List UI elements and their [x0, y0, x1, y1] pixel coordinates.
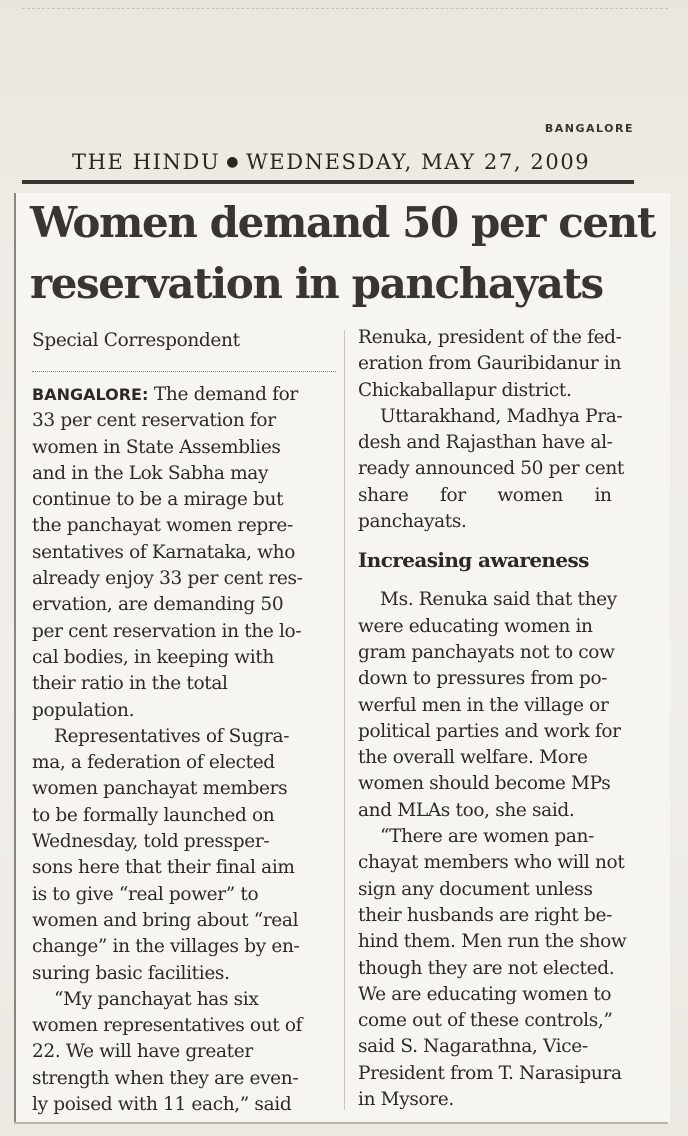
- article-line: continue to be a mirage but: [32, 489, 284, 511]
- article-line: their ratio in the total: [32, 673, 228, 695]
- article-line: ly poised with 11 each,” said: [32, 1094, 292, 1116]
- article-line: Uttarakhand, Madhya Pra-: [380, 405, 623, 427]
- article-line: and MLAs too, she said.: [358, 799, 575, 821]
- article-line: change” in the villages by en-: [32, 936, 300, 958]
- article-line: to be formally launched on: [32, 804, 275, 826]
- article-line: gram panchayats not to cow: [358, 641, 615, 663]
- article-line: in Mysore.: [358, 1089, 454, 1111]
- article-line: sign any document unless: [358, 878, 593, 900]
- article-line: were educating women in: [358, 615, 593, 637]
- article-line: President from T. Narasipura: [358, 1062, 622, 1084]
- article-line: the overall welfare. More: [358, 747, 588, 769]
- clip-bottom-edge: [14, 1122, 668, 1124]
- article-line: suring basic facilities.: [32, 962, 230, 984]
- article-line: hind them. Men run the show: [358, 931, 627, 953]
- article-line: women and bring about “real: [32, 909, 299, 931]
- article-line: Renuka, president of the fed-: [358, 327, 622, 348]
- article-line: women in State Assemblies: [32, 436, 281, 458]
- subhead: Increasing awareness: [358, 548, 589, 573]
- article-line: come out of these controls,”: [358, 1010, 613, 1032]
- headline-line: reservation in panchayats: [30, 259, 603, 308]
- article-line: Chickaballapur district.: [358, 379, 572, 401]
- article-column-1: [32, 328, 336, 1118]
- paper-name: THE HINDU: [72, 150, 221, 174]
- bullet-icon: ●: [226, 154, 241, 170]
- article-line: though they are not elected.: [358, 957, 615, 979]
- headline: [30, 192, 670, 314]
- article-line: and in the Lok Sabha may: [32, 462, 269, 484]
- article-line: strength when they are even-: [32, 1067, 299, 1089]
- article-line: population.: [32, 699, 135, 721]
- article-line: down to pressures from po-: [358, 668, 608, 690]
- article-column-2: [358, 325, 660, 1113]
- article-line: werful men in the village or: [358, 694, 609, 716]
- column-divider: [344, 330, 345, 1110]
- article-line: the panchayat women repre-: [32, 515, 293, 537]
- article-line: ready announced 50 per cent: [358, 458, 624, 480]
- article-line: [32, 382, 336, 408]
- article-line: 33 per cent reservation for: [32, 410, 276, 432]
- article-line: 22. We will have greater: [32, 1041, 253, 1063]
- article-line: already enjoy 33 per cent res-: [32, 568, 303, 590]
- masthead: [72, 150, 642, 174]
- article-line: said S. Nagarathna, Vice-: [358, 1036, 588, 1058]
- article-line: women representatives out of: [32, 1015, 303, 1037]
- article-line: ma, a federation of elected: [32, 752, 275, 774]
- torn-edge: [22, 8, 668, 17]
- edition-label: BANGALORE: [544, 122, 634, 135]
- headline-line: Women demand 50 per cent: [30, 198, 655, 247]
- article-line: “My panchayat has six: [54, 988, 259, 1010]
- article-text: The demand for: [148, 384, 298, 405]
- masthead-rule: [22, 180, 634, 184]
- article-line: sentatives of Karnataka, who: [32, 541, 296, 563]
- article-line: women panchayat members: [32, 778, 288, 800]
- article-line: women should become MPs: [358, 773, 611, 795]
- article-line: “There are women pan-: [380, 826, 594, 848]
- article-line: per cent reservation in the lo-: [32, 620, 302, 642]
- article-line: ervation, are demanding 50: [32, 594, 284, 616]
- article-line: their husbands are right be-: [358, 904, 613, 926]
- article-line: panchayats.: [358, 511, 467, 533]
- article-line: eration from Gauribidanur in: [358, 353, 622, 375]
- article-line: desh and Rajasthan have al-: [358, 432, 613, 454]
- article-line: Representatives of Sugra-: [54, 725, 290, 747]
- article-line: share for women in: [358, 484, 612, 506]
- dateline: BANGALORE:: [32, 385, 149, 404]
- article-line: is to give “real power” to: [32, 883, 259, 905]
- article-line: Ms. Renuka said that they: [380, 589, 617, 611]
- publication-date: WEDNESDAY, MAY 27, 2009: [246, 150, 591, 174]
- article-line: We are educating women to: [358, 983, 612, 1005]
- article-line: political parties and work for: [358, 720, 621, 742]
- article-line: Wednesday, told pressper-: [32, 831, 270, 853]
- byline: Special Correspondent: [32, 330, 240, 351]
- article-line: cal bodies, in keeping with: [32, 646, 274, 668]
- article-line: chayat members who will not: [358, 852, 625, 874]
- article-line: sons here that their final aim: [32, 857, 295, 879]
